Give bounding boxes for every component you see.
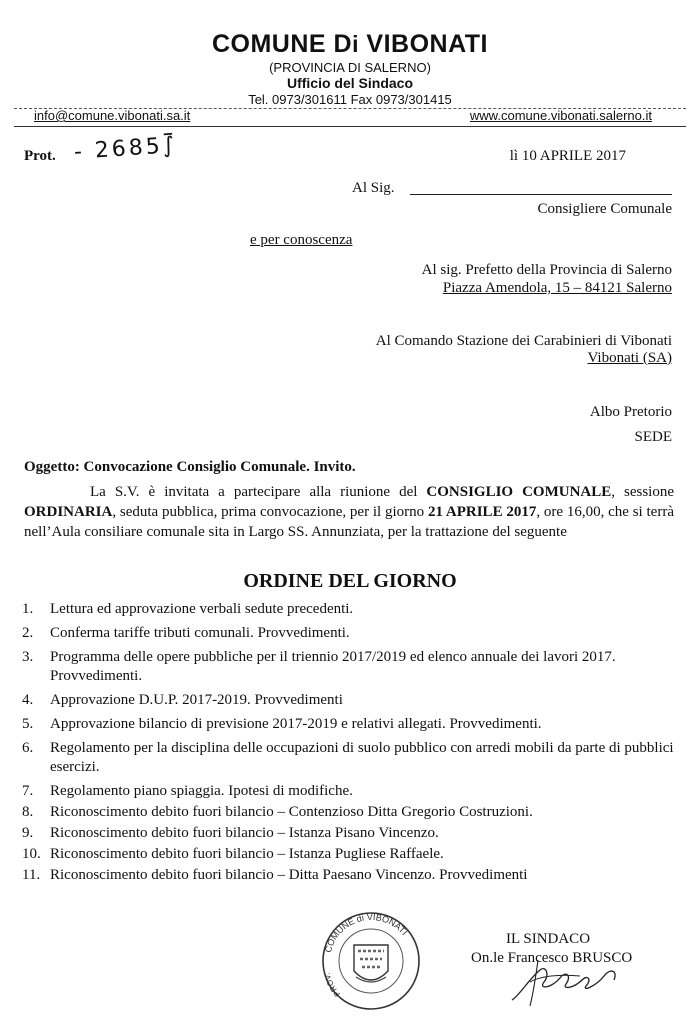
cc-carabinieri-address: Vibonati (SA) [587, 350, 672, 366]
agenda-item-text: Approvazione D.U.P. 2017-2019. Provvedimenti [50, 692, 343, 708]
recipient-role: Consigliere Comunale [537, 201, 672, 217]
office-name: Ufficio del Sindaco [286, 75, 413, 91]
recipient-blank-line [410, 194, 672, 195]
agenda-item-text: Conferma tariffe tributi comunali. Provvedimenti. [50, 625, 350, 641]
agenda-item-number: 2. [22, 625, 34, 641]
header-divider [14, 126, 686, 127]
agenda-item [22, 648, 678, 686]
recipient-salutation: Al Sig. [352, 180, 395, 196]
municipal-seal-stamp [312, 909, 430, 1013]
agenda-item-number: 11. [22, 867, 41, 883]
agenda-item [22, 845, 678, 864]
agenda-item-text: Approvazione bilancio di previsione 2017-2019 e relativi allegati. Provvedimenti. [50, 716, 542, 732]
subject-line: Oggetto: Convocazione Consiglio Comunale. Invito. [24, 459, 356, 475]
agenda-item-text: Riconoscimento debito fuori bilancio – Contenzioso Ditta Gregorio Costruzioni. [50, 804, 533, 820]
mayor-title: IL SINDACO [506, 931, 591, 947]
agenda-item [22, 782, 678, 801]
agenda-item-number: 9. [22, 825, 34, 841]
province-line: (PROVINCIA DI SALERNO) [269, 60, 431, 75]
agenda-item [22, 803, 678, 822]
cc-prefetto-address: Piazza Amendola, 15 – 84121 Salerno [442, 280, 672, 296]
protocol-label: Prot. [24, 148, 56, 164]
cc-label: e per conoscenza [250, 232, 353, 248]
cc-albo: Albo Pretorio [589, 404, 672, 420]
cc-carabinieri: Al Comando Stazione dei Carabinieri di Vibonati [375, 333, 672, 349]
agenda-item-text: Riconoscimento debito fuori bilancio – Istanza Pisano Vincenzo. [50, 825, 439, 841]
cc-sede: SEDE [634, 429, 672, 445]
municipality-title: COMUNE Di VIBONATI [211, 30, 489, 58]
agenda-item-number: 4. [22, 692, 34, 708]
agenda-item-number: 6. [22, 740, 34, 756]
agenda-item-text: Riconoscimento debito fuori bilancio – Istanza Pugliese Raffaele. [50, 846, 444, 862]
cc-prefetto: Al sig. Prefetto della Provincia di Salerno [421, 262, 672, 278]
phone-fax: Tel. 0973/301611 Fax 0973/301415 [248, 92, 452, 107]
agenda-item-text: Programma delle opere pubbliche per il triennio 2017/2019 ed elenco annuale dei lavori 2017. Provvedimenti. [50, 649, 616, 684]
website-link[interactable]: www.comune.vibonati.salerno.it [469, 108, 652, 123]
seal-text-left: PROV. [322, 971, 343, 999]
agenda-item-text: Regolamento piano spiaggia. Ipotesi di modifiche. [50, 783, 353, 799]
agenda-item-number: 7. [22, 783, 34, 799]
handwritten-signature [500, 940, 650, 1010]
agenda-item-number: 10. [22, 846, 41, 862]
agenda-item [22, 739, 678, 777]
letter-date: lì 10 APRILE 2017 [509, 148, 626, 164]
body-paragraph: La S.V. è invitata a partecipare alla riunione del CONSIGLIO COMUNALE, sessione ORDINARIA, seduta pubblica, prima convocazione, per il giorno 21 APRILE 2017, ore 16,00, che si terrà nell’Aula consiliare comunale sita in Largo SS. Annunziata, per la trattazione del seguente [24, 484, 674, 540]
agenda-item [22, 624, 678, 643]
agenda-list [22, 600, 678, 885]
agenda-item-number: 5. [22, 716, 34, 732]
agenda-item-text: Regolamento per la disciplina delle occupazioni di suolo pubblico con arredi mobili da parte di pubblici esercizi. [50, 740, 674, 775]
agenda-heading: ORDINE DEL GIORNO [243, 570, 457, 592]
mayor-name: On.le Francesco BRUSCO [471, 950, 633, 966]
protocol-number: - 2685⨛ [73, 132, 179, 165]
agenda-item [22, 866, 678, 885]
agenda-item-number: 8. [22, 804, 34, 820]
agenda-item [22, 691, 678, 710]
agenda-item-number: 1. [22, 601, 34, 617]
agenda-item-number: 3. [22, 649, 34, 665]
agenda-item [22, 715, 678, 734]
agenda-item [22, 824, 678, 843]
agenda-item-text: Lettura ed approvazione verbali sedute precedenti. [50, 601, 354, 617]
agenda-item-text: Riconoscimento debito fuori bilancio – Ditta Paesano Vincenzo. Provvedimenti [50, 867, 528, 883]
svg-text:COMUNE di VIBONATI [323, 912, 410, 954]
agenda-item [22, 600, 678, 619]
seal-text-top: COMUNE di VIBONATI [322, 911, 410, 954]
email-link[interactable]: info@comune.vibonati.sa.it [34, 108, 191, 123]
